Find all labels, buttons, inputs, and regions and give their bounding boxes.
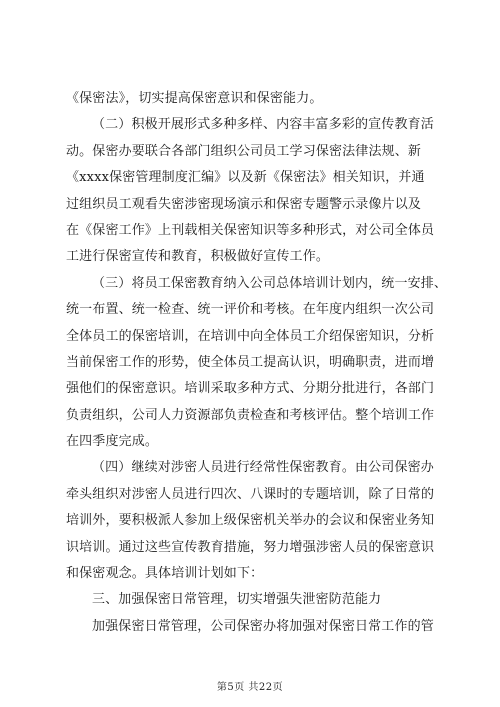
paragraph-line: 强他们的保密意识。培训采取多种方式、分期分批进行，各部门 <box>66 381 435 397</box>
paragraph-line: 动。保密办要联合各部门组织公司员工学习保密法律法规、新 <box>66 143 422 159</box>
section-heading: 三、加强保密日常管理，切实增强失泄密防范能力 <box>92 592 382 608</box>
paragraph-line: 《保密法》，切实提高保密意识和保密能力。 <box>66 91 323 106</box>
paragraph-line: 当前保密工作的形势，使全体员工提高认识，明确职责，进而增 <box>66 354 435 370</box>
paragraph-line: 加强保密日常管理，公司保密办将加强对保密日常工作的管 <box>92 618 434 634</box>
paragraph-line: 识培训。通过这些宣传教育措施，努力增强涉密人员的保密意识 <box>66 539 435 555</box>
paragraph-line: 全体员工的保密培训，在培训中向全体员工介绍保密知识，分析 <box>66 328 435 344</box>
paragraph-line: 负责组织，公司人力资源部负责检查和考核评估。整个培训工作 <box>66 407 435 423</box>
paragraph-line: 统一布置、统一检查、统一评价和考核。在年度内组织一次公司 <box>66 302 435 318</box>
page-number: 第5页 共22页 <box>216 682 284 693</box>
paragraph-line: 培训外，要积极派人参加上级保密机关举办的会议和保密业务知 <box>66 513 435 529</box>
paragraph-line: 牵头组织对涉密人员进行四次、八课时的专题培训，除了日常的 <box>66 486 435 502</box>
paragraph-line: 工进行保密宣传和教育，积极做好宣传工作。 <box>66 249 330 265</box>
paragraph-line: 《xxxx保密管理制度汇编》以及新《保密法》相关知识，并通 <box>66 170 425 186</box>
paragraph-line: 和保密观念。具体培训计划如下： <box>66 566 264 582</box>
document-body <box>66 86 448 640</box>
paragraph-line: 过组织员工观看失密涉密现场演示和保密专题警示录像片以及 <box>66 196 422 212</box>
paragraph-line: （三）将员工保密教育纳入公司总体培训计划内，统一安排、 <box>92 275 448 291</box>
paragraph-line: 在《保密工作》上刊载相关保密知识等多种形式，对公司全体员 <box>66 222 435 238</box>
paragraph-line: （四）继续对涉密人员进行经常性保密教育。由公司保密办 <box>92 460 434 476</box>
paragraph-line: 在四季度完成。 <box>66 434 159 450</box>
paragraph-line: （二）积极开展形式多种多样、内容丰富多彩的宣传教育活 <box>92 117 434 133</box>
